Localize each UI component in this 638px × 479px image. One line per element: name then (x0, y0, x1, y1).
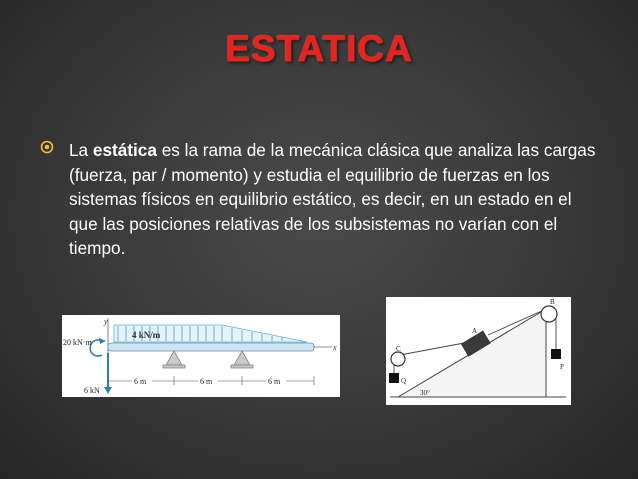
axis-y-label: y (104, 317, 108, 326)
bullet-text-body: es la rama de la mecánica clásica que analiza las cargas (fuerza, par / momento) y estudia el equilibrio de fuerzas en los sistemas físicos en equilibrio estático, es decir, en un estado en el que las posiciones relativas de los subsistemas no varían con el tiempo. (69, 140, 596, 258)
bullet-text-lead: La (69, 140, 93, 160)
bullet-item (40, 138, 600, 261)
incline-diagram (386, 297, 571, 405)
force-label: 6 kN (84, 386, 100, 395)
hanging-left-label: Q (401, 377, 407, 385)
pulley-left-label: C (396, 345, 401, 353)
axis-x-label: x (333, 343, 337, 352)
angle-label: 30° (420, 389, 430, 397)
hanging-right-label: P (560, 363, 564, 371)
target-icon (40, 140, 54, 154)
span-label-2: 6 m (200, 377, 213, 386)
pulley-top-label: B (550, 298, 555, 306)
bullet-text (69, 138, 600, 261)
moment-label: 20 kN·m (63, 338, 92, 347)
block-label: A (472, 327, 478, 335)
span-label-3: 6 m (268, 377, 281, 386)
beam-diagram (62, 315, 340, 397)
load-label: 4 kN/m (132, 330, 161, 340)
bullet-bold-term: estática (92, 140, 157, 160)
slide-title: ESTATICA (225, 28, 413, 69)
span-label-1: 6 m (134, 377, 147, 386)
